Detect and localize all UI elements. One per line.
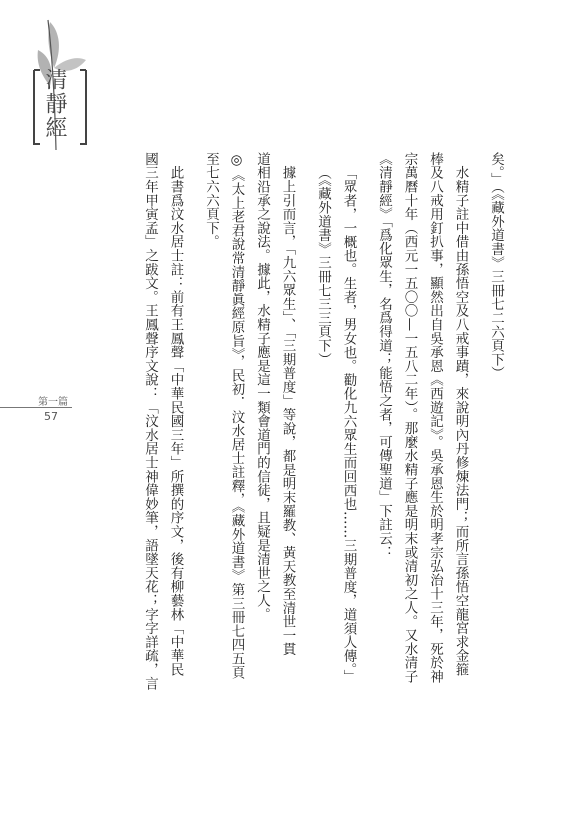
text-column: 矣。」（《藏外道書》三冊七二六頁下） (488, 152, 504, 381)
text-column: 國三年甲寅孟」之跋文。王鳳聲序文說：「汶水居士神偉妙筆，語墜天花；字字詳疏，言 (142, 152, 158, 691)
vertical-text-body (108, 152, 508, 762)
text-column: 宗萬曆十年（西元一五〇〇—一五八二年）。那麼水精子應是明末或清初之人。又水清子 (401, 152, 418, 684)
text-column: 《清靜經》「爲化眾生，名爲得道；能悟之者，可傳聖道」下註云： (376, 152, 392, 560)
quote-column: 「眾者，一概也。生者，男女也。勸化九六眾生而回西也……三期普度，道須人傳。」 (340, 166, 357, 684)
text-column: 水精子註中借由孫悟空及八戒事蹟，來說明內丹修煉法門；而所言孫悟空龍宮求金箍 (452, 152, 469, 677)
citation-column: （《藏外道書》三冊七三三頁下） (315, 166, 331, 367)
text-column: 此書爲汶水居士註：前有王鳳聲「中華民國三年」所撰的序文，後有柳藝林「中華民 (167, 152, 184, 677)
entry-heading-column: ◎《太上老君說常清靜眞經原旨》，民初．汶水居士註釋，《藏外道書》第三冊七四五頁 (228, 152, 245, 680)
text-column: 據上引而言，「九六眾生」、「三期普度」等說，都是明末羅教、黃天教至清世一貫 (279, 152, 296, 657)
text-column: 道相沿承之說法。據此，水精子應是這一類會道門的信徒，且疑是清世之人。 (254, 152, 270, 622)
text-column: 至七六六頁下。 (203, 152, 219, 249)
text-column: 棒及八戒用釘扒事，顯然出自吳承恩《西遊記》。吳承恩生於明孝宗弘治十三年，死於神 (427, 152, 443, 684)
chapter-label: 第一篇 (38, 397, 68, 408)
book-title: 清靜經 (42, 68, 67, 140)
page-number: 57 (44, 410, 58, 423)
